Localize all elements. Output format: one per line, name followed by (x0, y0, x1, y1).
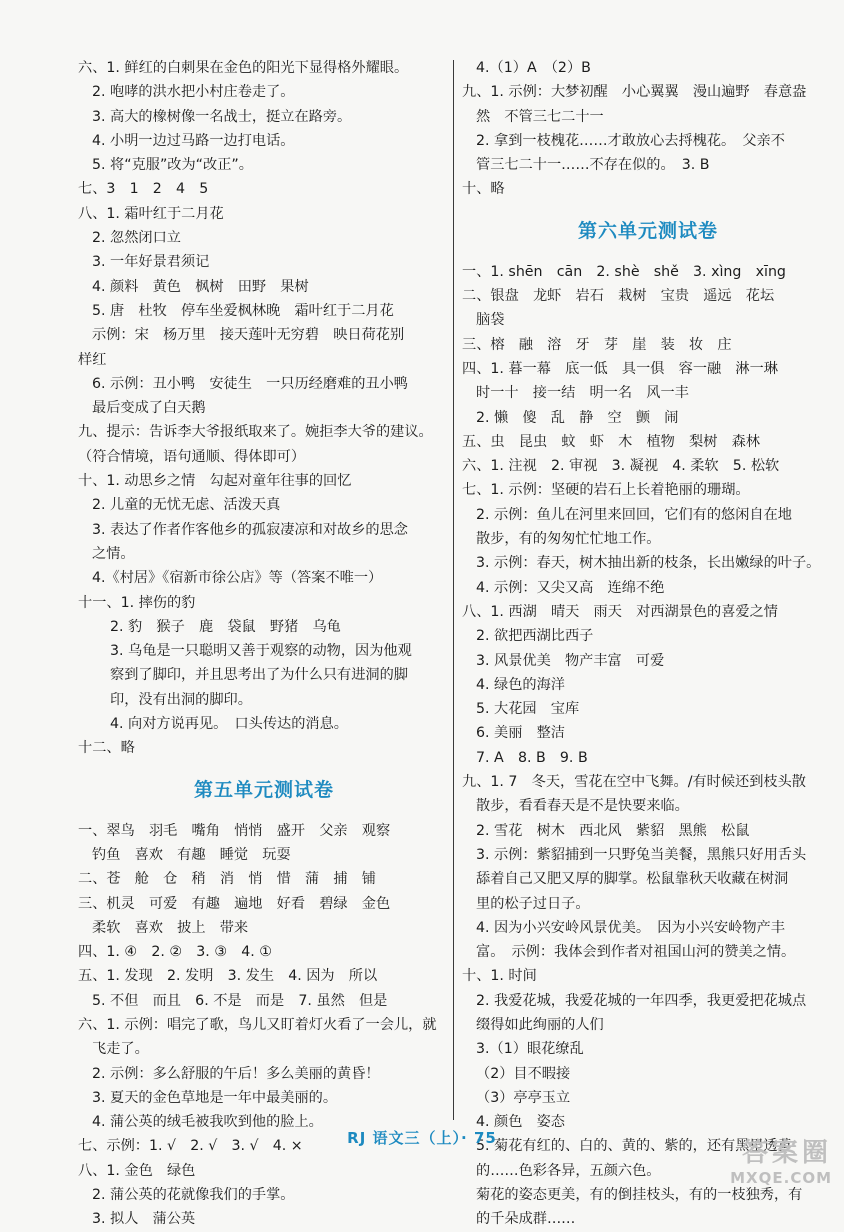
column-divider (453, 60, 454, 1120)
answer-line: 一、翠鸟 羽毛 嘴角 悄悄 盛开 父亲 观察 (78, 822, 391, 839)
answer-line: 2. 我爱花城，我爱花城的一年四季，我更爱把花城点 (476, 992, 807, 1009)
answer-line: 5. 大花园 宝库 (476, 701, 580, 718)
answer-line: 3. 示例：春天，树木抽出新的枝条，长出嫩绿的叶子。 (476, 555, 821, 572)
answer-line: 七、示例：1. √ 2. √ 3. √ 4. × (78, 1138, 303, 1155)
answer-line: 的千朵成群…… (476, 1211, 576, 1228)
watermark-logo-text: 答案圈 (741, 1138, 832, 1168)
answer-line: 十、1. 动思乡之情 勾起对童年往事的回忆 (78, 473, 352, 490)
answer-line: 3. 夏天的金色草地是一年中最美丽的。 (92, 1089, 338, 1106)
answer-line: 之情。 (92, 545, 135, 562)
answer-line: 舔着自己又肥又厚的脚掌。松鼠靠秋天收藏在树洞 (476, 871, 789, 888)
answer-line: 7. A 8. B 9. B (476, 749, 588, 766)
answer-line: 七、3 1 2 4 5 (78, 181, 209, 198)
answer-line: 2. 咆哮的洪水把小村庄卷走了。 (92, 84, 295, 101)
answer-line: （3）亭亭玉立 (476, 1089, 571, 1106)
answer-line: 3. 一年好景君须记 (92, 254, 210, 271)
site-watermark (682, 1138, 832, 1192)
answer-line: 2. 儿童的无忧无虑、活泼天真 (92, 497, 281, 514)
answer-line: 六、1. 鲜红的白刺果在金色的阳光下显得格外耀眼。 (78, 60, 409, 76)
answer-line: 5. 唐 杜牧 停车坐爱枫林晚 霜叶红于二月花 (92, 302, 394, 319)
answer-line: 九、1. 7 冬天，雪花在空中飞舞。/有时候还到枝头散 (462, 774, 806, 791)
answer-line: 里的松子过日子。 (476, 895, 590, 912)
answer-line: 5. 不但 而且 6. 不是 而是 7. 虽然 但是 (92, 992, 388, 1009)
answer-line: 散步，有的匆匆忙忙地工作。 (476, 531, 661, 548)
answer-line: 2. 示例：鱼儿在河里来回回，它们有的悠闲自在地 (476, 506, 792, 523)
answer-line: 4. 向对方说再见。 口头传达的消息。 (110, 716, 348, 733)
answer-line: （符合情境，语句通顺、得体即可） (78, 448, 306, 465)
answer-line: 3. 表达了作者作客他乡的孤寂凄凉和对故乡的思念 (92, 521, 408, 538)
unit-title: 第六单元测试卷 (577, 219, 718, 242)
answer-line: 五、1. 发现 2. 发明 3. 发生 4. 因为 所以 (78, 968, 378, 985)
unit-title: 第五单元测试卷 (193, 778, 334, 801)
answer-line: 十、1. 时间 (462, 968, 537, 985)
answer-line: 4. 颜料 黄色 枫树 田野 果树 (92, 278, 309, 295)
answer-line: 然 不管三七二十一 (476, 108, 604, 125)
answer-line: 2. 蒲公英的花就像我们的手掌。 (92, 1187, 295, 1204)
answer-line: 3. 高大的橡树像一名战士，挺立在路旁。 (92, 108, 352, 125)
answer-line: 4. 因为小兴安岭风景优美。 因为小兴安岭物产丰 (476, 919, 785, 936)
answer-line: 缀得如此绚丽的人们 (476, 1016, 604, 1033)
answer-line: 五、虫 昆虫 蚊 虾 木 植物 梨树 森林 (462, 433, 760, 450)
answer-line: 六、1. 注视 2. 审视 3. 凝视 4. 柔软 5. 松软 (462, 458, 780, 475)
answer-line: 钓鱼 喜欢 有趣 睡觉 玩耍 (92, 846, 291, 863)
answer-line: 示例：宋 杨万里 接天莲叶无穷碧 映日荷花别 (92, 327, 405, 344)
answer-line: 飞走了。 (92, 1041, 149, 1058)
answer-line: 样红 (78, 351, 107, 368)
answer-line: 6. 美丽 整洁 (476, 725, 565, 742)
answer-line: 2. 忽然闭口立 (92, 230, 181, 247)
answer-line: 富。 示例：我体会到作者对祖国山河的赞美之情。 (476, 944, 796, 961)
answer-line: 最后变成了白天鹅 (92, 400, 206, 417)
answer-line: 柔软 喜欢 披上 带来 (92, 919, 249, 936)
answer-line: 察到了脚印，并且思考出了为什么只有进洞的脚 (110, 667, 408, 684)
answer-line: 四、1. 暮一幕 底一低 具一俱 容一融 淋一琳 (462, 360, 778, 377)
answer-line: 四、1. ④ 2. ② 3. ③ 4. ① (78, 944, 272, 961)
answer-line: 4.（1）A （2）B (476, 60, 591, 76)
answer-line: 九、提示：告诉李大爷报纸取来了。婉拒李大爷的建议。 (78, 424, 433, 441)
answer-line: 八、1. 金色 绿色 (78, 1162, 196, 1179)
answer-line: 八、1. 霜叶红于二月花 (78, 205, 224, 222)
answer-line: 2. 懒 傻 乱 静 空 颤 闹 (476, 409, 679, 426)
answer-line: 4. 蒲公英的绒毛被我吹到他的脸上。 (92, 1114, 323, 1131)
answer-line: 二、苍 舱 仓 稍 消 悄 惜 蒲 捕 铺 (78, 871, 376, 888)
answer-line: 4. 示例：又尖又高 连绵不绝 (476, 579, 665, 596)
answer-line: 三、机灵 可爱 有趣 遍地 好看 碧绿 金色 (78, 895, 391, 912)
answer-line: 5. 菊花有红的、白的、黄的、紫的，还有黑里透黄 (476, 1138, 792, 1155)
answer-line: 2. 雪花 树木 西北风 紫貂 黑熊 松鼠 (476, 822, 750, 839)
answer-line: 九、1. 示例：大梦初醒 小心翼翼 漫山遍野 春意盎 (462, 84, 807, 101)
answer-line: 2. 拿到一枝槐花……才敢放心去捋槐花。 父亲不 (476, 132, 785, 149)
page-footer: RJ 语文三（上）· 75 (347, 1129, 497, 1147)
answer-line: 2. 示例：多么舒服的午后！多么美丽的黄昏！ (92, 1065, 380, 1082)
answer-line: 八、1. 西湖 晴天 雨天 对西湖景色的喜爱之情 (462, 603, 778, 620)
answer-line: 4.《村居》《宿新市徐公店》等（答案不唯一） (92, 570, 383, 587)
answer-line: 4. 小明一边过马路一边打电话。 (92, 132, 295, 149)
answer-line: 的……色彩各异，五颜六色。 (476, 1162, 661, 1179)
left-column (78, 56, 450, 1232)
answer-line: 十二、略 (78, 740, 135, 757)
answer-line: 2. 豹 猴子 鹿 袋鼠 野猪 乌龟 (110, 618, 341, 635)
answer-line: 十、略 (462, 181, 505, 198)
answer-line: 二、银盘 龙虾 岩石 栽树 宝贵 遥远 花坛 (462, 288, 775, 305)
answer-line: 3. 拟人 蒲公英 (92, 1211, 196, 1228)
answer-line: 3.（1）眼花缭乱 (476, 1041, 584, 1058)
answer-line: 六、1. 示例：唱完了歌，鸟儿又盯着灯火看了一会儿，就 (78, 1016, 437, 1033)
answer-line: 4. 绿色的海洋 (476, 676, 565, 693)
answer-line: 管三七二十一……不存在似的。 3. B (476, 157, 710, 174)
answer-line: 2. 欲把西湖比西子 (476, 628, 594, 645)
answer-line: 脑袋 (476, 312, 505, 329)
answer-line: 一、1. shēn cān 2. shè shě 3. xìng xīng (462, 263, 786, 280)
answer-line: 3. 示例：紫貂捕到一只野兔当美餐，黑熊只好用舌头 (476, 846, 807, 863)
answer-line: 3. 乌龟是一只聪明又善于观察的动物，因为他观 (110, 643, 412, 660)
answer-line: 3. 风景优美 物产丰富 可爱 (476, 652, 665, 669)
answer-line: 十一、1. 摔伤的豹 (78, 594, 196, 611)
answer-line: 散步，看看春天是不是快要来临。 (476, 798, 689, 815)
right-column (462, 56, 834, 1232)
answer-line: 6. 示例：丑小鸭 安徒生 一只历经磨难的丑小鸭 (92, 375, 408, 392)
answer-line: 印，没有出洞的脚印。 (110, 691, 252, 708)
answer-line: 时一十 接一结 明一名 风一丰 (476, 385, 689, 402)
answer-line: （2）目不暇接 (476, 1065, 571, 1082)
answer-line: 5. 将“克服”改为“改正”。 (92, 157, 253, 174)
answer-line: 七、1. 示例：坚硬的岩石上长着艳丽的珊瑚。 (462, 482, 750, 499)
answer-line: 4. 颜色 姿态 (476, 1114, 565, 1131)
answer-line: 菊花的姿态更美，有的倒挂枝头，有的一枝独秀，有 (476, 1187, 803, 1204)
answer-line: 三、榕 融 溶 牙 芽 崖 装 妆 庄 (462, 336, 732, 353)
watermark-url: MXQE.COM (730, 1169, 832, 1187)
